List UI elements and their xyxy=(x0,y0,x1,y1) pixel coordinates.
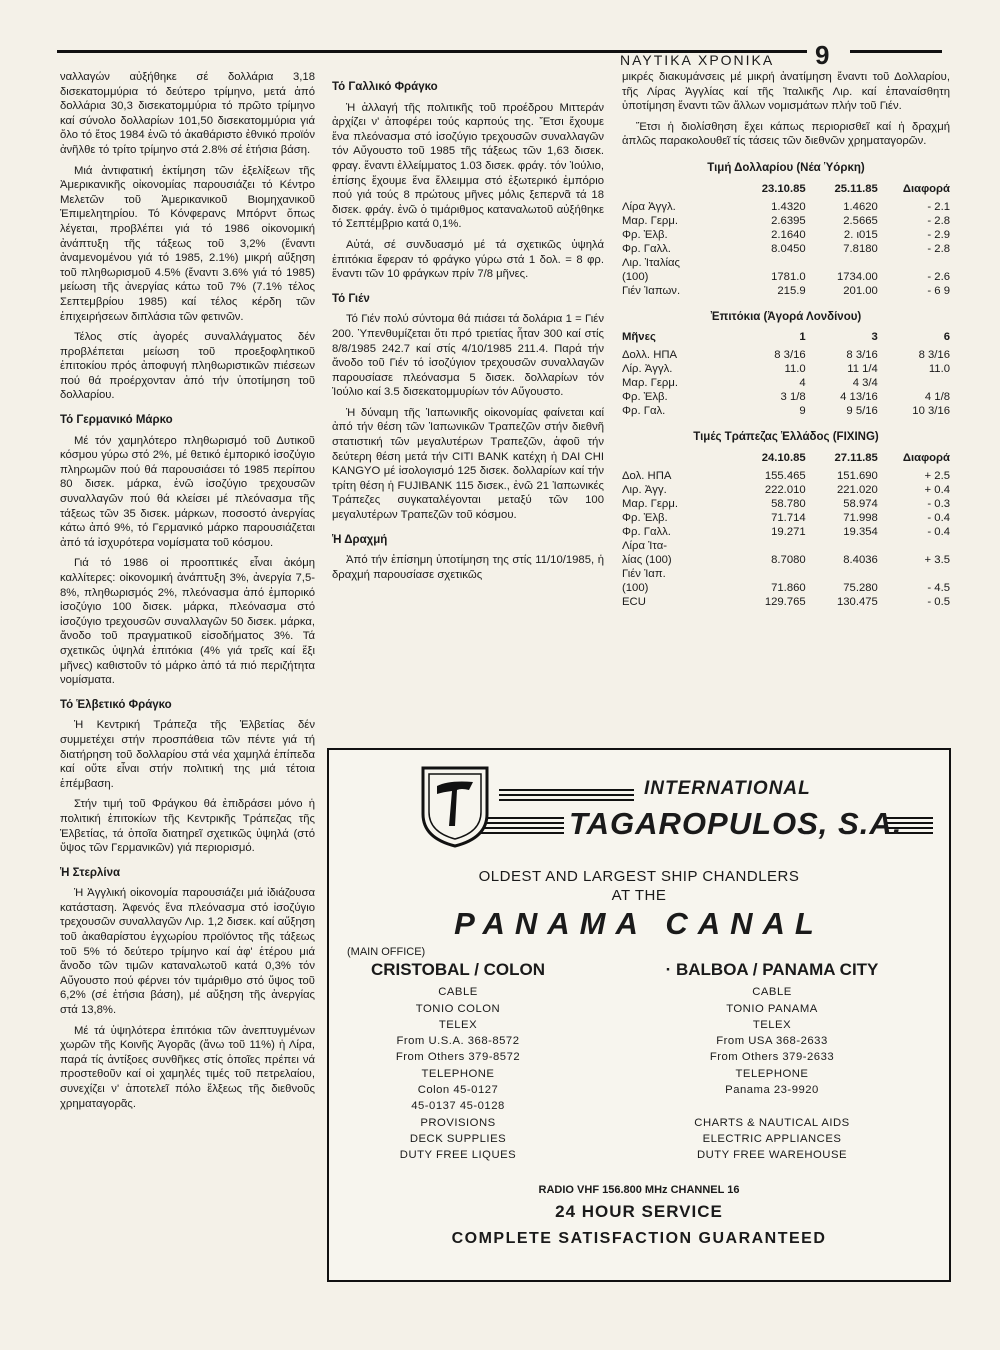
table-cell: 4 1/8 xyxy=(924,391,950,404)
table-cell: 1.4320 xyxy=(771,200,806,213)
table-cell: (100) xyxy=(622,270,649,283)
table-cell: 222.010 xyxy=(764,483,806,496)
table-cell: 19.271 xyxy=(771,525,806,538)
paragraph: Μέ τόν χαμηλότερο πληθωρισμό τοῦ Δυτικοῦ κόσμου γύρω στό 2%, μέ θετικό ἐμπορικό ἰσοζύγιο πληρωμῶν πού θά παρουσιάσει τό 1985 περίπου 80 δισεκ. μάρκα, ἐνῶ ἰσοζύγιο τρεχουσῶν συναλλαγῶν πού θά κλείσει μέ πλεόνασμα τῆς τάξεως τῶν 35 δισεκ. μάρκων, ποσοστό ἀνεργίας κάτω ἀπό 9%, τό Γερμανικό μάρκο παρουσιάζεται ἀπό τά ἰσχυρότερα νομίσματα τοῦ κόσμου. xyxy=(60,434,315,549)
office-detail-line: TELEX xyxy=(752,1018,792,1031)
table-cell: - 2.6 xyxy=(927,270,950,283)
section-heading-mark: Τό Γερμανικό Μάρκο xyxy=(60,414,173,427)
table-row xyxy=(622,581,950,595)
table-cell: ECU xyxy=(622,595,646,608)
table-cell: 1734.00 xyxy=(836,270,878,283)
office-name: CRISTOBAL / COLON xyxy=(370,960,546,979)
table-cell: 11.0 xyxy=(928,363,950,376)
fixing-table xyxy=(622,451,950,609)
table-cell: 215.9 xyxy=(777,284,806,297)
table-cell: 11.0 xyxy=(784,363,806,376)
paragraph: Γιά τό 1986 οἱ προοπτικές εἶναι ἀκόμη καλλίτερες: οἰκονομική ἀνάπτυξη 3%, ἀνεργία 7,5-8%, πληθωρισμός 2%, πλεόνασμα ἀπό ἐμπορικό ἰσοζύγιο 100 δισεκ. μάρκα, πλεόνασμα στό ἰσοζύγιο τρεχουσῶν συναλλαγῶν 50 δισεκ. μάρκα, ἄνοδο τοῦ πραγματικοῦ εἰσοδήματος 3%. Τά σχετικῶς ὑψηλά ἐπιτόκια (4% γιά τρεῖς καί ἕξι μῆνες) καθιστοῦν τό μάρκο ἀπό τά πιό περιζήτητα νομίσματα. xyxy=(60,557,315,687)
office-name: · BALBOA / PANAMA CITY xyxy=(665,960,879,979)
london-rates-table xyxy=(622,330,950,418)
paragraph: Στήν τιμή τοῦ Φράγκου θά ἐπιδράσει μόνο ἡ πολιτική ἐπιτοκίων τῆς Κεντρικῆς Τράπεζας τῆς Ἑλβετίας, τά ὁποῖα διατηρεῖ σχετικῶς ὑψηλά (στό ὕψος τῶν Γερμανικῶν) γιά περιορισμό. xyxy=(60,798,315,855)
table-cell: 11 1/4 xyxy=(847,363,878,376)
table-cell: + 0.4 xyxy=(924,483,950,496)
tagaropulos-logo-icon xyxy=(419,764,491,848)
office-cristobal xyxy=(343,962,573,1164)
section-heading-swiss-franc: Τό Ἑλβετικό Φράγκο xyxy=(60,698,172,711)
table-row xyxy=(622,348,950,362)
table-cell xyxy=(734,256,806,270)
paragraph: Μέ τά ὑψηλότερα ἐπιτόκια τῶν ἀνεπτυγμένων χωρῶν τῆς Κοινῆς Ἀγορᾶς (ἄνω τοῦ 11%) ἡ Λίρα, παρά τίς ἀντίξοες συνθῆκες στίς ὁποῖες πρέπει νά προστεθοῦν καί οἱ χαμηλές τιμές τοῦ πετρελαίου, συνεχίζει ν' ἀποτελεῖ πόλο ἕλξεως τῆς διεθνοῦς χρηματαγορᾶς. xyxy=(60,1024,315,1110)
ad-service: 24 HOUR SERVICE xyxy=(555,1202,723,1221)
office-detail-line: From U.S.A. 368-8572 xyxy=(396,1035,520,1048)
table-row xyxy=(622,228,950,242)
table-cell: (100) xyxy=(622,581,649,594)
table-cell: Λιρ. Ἀγγ. xyxy=(622,483,667,496)
ad-radio: RADIO VHF 156.800 MHz CHANNEL 16 xyxy=(538,1184,740,1196)
table-cell: 2.6395 xyxy=(771,214,806,227)
office-detail-line: TELEX xyxy=(438,1018,478,1031)
table-cell: 19.354 xyxy=(843,525,878,538)
table-cell: 8 3/16 xyxy=(846,349,878,362)
table-cell: Φρ. Γαλλ. xyxy=(622,242,671,255)
table-cell: λίας (100) xyxy=(622,553,672,566)
table-cell: 1781.0 xyxy=(771,270,806,283)
table-row xyxy=(622,567,950,581)
table-cell: 8.4036 xyxy=(843,553,878,566)
table-cell: Μαρ. Γερμ. xyxy=(622,214,678,227)
table-cell: 155.465 xyxy=(764,469,806,482)
ny-dollar-table xyxy=(622,182,950,298)
table-cell: - 0.5 xyxy=(927,595,950,608)
table-cell: Λίρα Ἰτα- xyxy=(622,539,667,552)
table-cell: Φρ. Ἑλβ. xyxy=(622,391,668,404)
office-detail-line: TONIO PANAMA xyxy=(726,1002,818,1015)
table-row xyxy=(622,242,950,256)
column-header xyxy=(622,451,734,469)
table-title-ny-dollar: Τιμή Δολλαρίου (Νέα Ὑόρκη) xyxy=(707,161,865,174)
table-cell: 2. ι015 xyxy=(843,228,878,241)
office-detail-line: CABLE xyxy=(752,986,792,999)
table-cell xyxy=(878,539,950,553)
table-row xyxy=(622,525,950,539)
column-header: 3 xyxy=(871,331,878,344)
paragraph: Μιά ἀντιφατική ἐκτίμηση τῶν ἐξελίξεων τῆς Ἀμερικανικῆς οἰκονομίας παρουσιάζει τό Κέντρο Μελετῶν τοῦ Ἀμερικανικοῦ Βιομηχανικοῦ Ἐπιμελητηρίου. Τό Κόνφερανς Μπόρντ ὅπως λέγεται, προβλέπει γιά τό 1986 οἰκονομική ἀνάπτυξη τῆς τάξεως τοῦ 3,2% (ἔναντι ἀναμενομένου γιά τό 1985, 2.1%) μικρή αὔξηση τοῦ πληθωρισμοῦ 4.5% (ἔναντι 3.6% γιά τό 1985) μείωση τῆς ἀνεργίας κάτω τοῦ 7% (7.1% τέλος Σεπτεμβρίου 1985) καί τέλος κέρδη τῶν ἐπιχειρήσεων διπλάσια τῶν φετινῶν. xyxy=(60,164,315,323)
table-row xyxy=(622,200,950,214)
section-heading-drachma: Ἡ Δραχμή xyxy=(332,533,388,546)
table-cell: 130.475 xyxy=(836,595,878,608)
table-cell: 4 xyxy=(799,377,806,390)
column-3 xyxy=(622,70,950,609)
table-cell: + 2.5 xyxy=(924,469,950,482)
office-detail-line: ELECTRIC APPLIANCES xyxy=(702,1132,842,1145)
table-cell: 71.714 xyxy=(771,511,806,524)
page-number: 9 xyxy=(815,40,830,70)
table-cell: 58.780 xyxy=(771,497,806,510)
column-header: 1 xyxy=(799,331,806,344)
table-row xyxy=(622,553,950,567)
column-2 xyxy=(332,70,604,588)
table-cell: 75.280 xyxy=(843,581,878,594)
table-row xyxy=(622,539,950,553)
table-cell: 9 xyxy=(799,405,806,418)
table-cell: 151.690 xyxy=(836,469,878,482)
table-cell: 4 13/16 xyxy=(840,391,878,404)
office-detail-line: From Others 379-2633 xyxy=(709,1051,835,1064)
office-detail-line: Colon 45-0127 xyxy=(417,1084,499,1097)
table-cell: Γιέν Ἰαπων. xyxy=(622,284,681,297)
table-cell: 8.7080 xyxy=(771,553,806,566)
table-cell: Φρ. Γαλλ. xyxy=(622,525,671,538)
office-balboa xyxy=(607,962,937,1164)
paragraph: μικρές διακυμάνσεις μέ μικρή ἀνατίμηση ἔναντι τοῦ Δολλαρίου, τῆς Λίρας Ἀγγλίας καί τῆς Ἰταλικῆς Λιρ. καί ἐπαναίσθητη ὑποτίμηση ἔναντι τῶν ἄλλων νομισμάτων πλήν τοῦ Γιέν. xyxy=(622,71,950,113)
table-cell: + 3.5 xyxy=(924,553,950,566)
office-detail-line: From USA 368-2633 xyxy=(716,1035,828,1048)
table-cell: 129.765 xyxy=(764,595,806,608)
table-cell: 71.998 xyxy=(843,511,878,524)
table-cell: Φρ. Ἑλβ. xyxy=(622,228,668,241)
table-cell: 8 3/16 xyxy=(774,349,806,362)
ad-panama-canal: PANAMA CANAL xyxy=(454,906,824,941)
table-cell xyxy=(734,539,806,553)
table-cell: 71.860 xyxy=(771,581,806,594)
paragraph: Ἡ δύναμη τῆς Ἰαπωνικῆς οἰκονομίας φαίνεται καί ἀπό τήν θέση τῶν Ἰαπωνικῶν Τραπεζῶν στήν διεθνῆ στατιστική τῶν μεγαλυτέρων Τραπεζῶν, ἀφοῦ τήν δεύτερη θέση μετά τήν CITI BANK κατέχη ἡ DAI CHI KANGYO μέ ἰσολογισμό 125 δισεκ. δολλαρίων καί τήν τρίτη θέση ἡ FUJIBANK 115 δισεκ., ἐνῶ 21 Ἰαπωνικές Τράπεζες συγκαταλέγονται μεταξύ τῶν 100 μεγαλυτέρων Τραπεζῶν τοῦ κόσμου. xyxy=(332,406,604,522)
office-detail-line: PROVISIONS xyxy=(420,1116,496,1129)
office-detail-line: Panama 23-9920 xyxy=(725,1084,819,1097)
paragraph: Ἔτσι ἡ διολίσθηση ἔχει κάπως περιορισθεῖ καί ἡ δραχμή ἁπλῶς παρακολουθεῖ τίς τάσεις τῶν διεθνῶν χρηματαγορῶν. xyxy=(622,120,950,148)
office-detail-line: 45-0137 45-0128 xyxy=(411,1100,505,1113)
office-detail-line: From Others 379-8572 xyxy=(395,1051,521,1064)
column-header: Μῆνες xyxy=(622,331,656,344)
table-row xyxy=(622,390,950,404)
table-row xyxy=(622,469,950,483)
table-row xyxy=(622,404,950,418)
office-detail-line xyxy=(607,1098,937,1114)
office-detail-line: DUTY FREE WAREHOUSE xyxy=(696,1149,848,1162)
table-cell: 8.0450 xyxy=(771,242,806,255)
header-rule-right xyxy=(850,50,942,53)
table-row xyxy=(622,497,950,511)
column-header: 25.11.85 xyxy=(834,182,878,195)
paragraph: Αὐτά, σέ συνδυασμό μέ τά σχετικῶς ὑψηλά ἐπιτόκια ἔφεραν τό φράγκο γύρω στά 1 δολ. = 8 φρ. ἔναντι τῶν 10 φράγκων πρίν 7/8 μῆνες. xyxy=(332,238,604,281)
office-detail-line: DECK SUPPLIES xyxy=(409,1132,507,1145)
table-cell: 1.4620 xyxy=(843,200,878,213)
table-cell xyxy=(806,539,878,553)
table-cell: 2.1640 xyxy=(771,228,806,241)
column-header: Διαφορά xyxy=(902,182,950,195)
table-cell: - 2.8 xyxy=(927,242,950,255)
table-cell: - 2.1 xyxy=(927,200,950,213)
ad-company-name: TAGAROPULOS, S.A. xyxy=(569,806,903,841)
ad-guarantee: COMPLETE SATISFACTION GUARANTEED xyxy=(451,1230,827,1247)
paragraph: Τέλος στίς ἀγορές συναλλάγματος δέν προβλέπεται μείωση τοῦ προεξοφλητικοῦ ἐπιτοκίου πρός ἀποφυγή πληθωριστικῶν πιέσεων πού θά προέρχονταν ἀπό τήν ὑποτίμηση τοῦ δολλαρίου. xyxy=(60,331,315,402)
ad-tagline-2: AT THE xyxy=(611,887,667,904)
table-title-fixing: Τιμές Τράπεζας Ἑλλάδος (FIXING) xyxy=(693,431,879,444)
table-title-london-rates: Ἐπιτόκια (Ἀγορά Λονδίνου) xyxy=(710,310,862,323)
table-row xyxy=(622,511,950,525)
column-header: 6 xyxy=(943,331,950,344)
table-cell: Μαρ. Γερμ. xyxy=(622,377,678,390)
table-row xyxy=(622,362,950,376)
section-heading-yen: Τό Γιέν xyxy=(332,292,370,305)
table-cell: Λίρα Ἀγγλ. xyxy=(622,200,676,213)
table-cell: Δολ. ΗΠΑ xyxy=(622,469,672,482)
office-detail-line: TELEPHONE xyxy=(421,1067,495,1080)
table-cell: 7.8180 xyxy=(843,242,878,255)
table-row xyxy=(622,376,950,390)
table-cell xyxy=(878,567,950,581)
column-header: 24.10.85 xyxy=(761,451,806,464)
table-cell: 10 3/16 xyxy=(912,405,950,418)
office-detail-line: CABLE xyxy=(438,986,478,999)
table-cell xyxy=(878,376,950,390)
table-row xyxy=(622,595,950,609)
table-cell: Λιρ. Ἰταλίας xyxy=(622,256,680,269)
table-row xyxy=(622,284,950,298)
paragraph: Ἀπό τήν ἐπίσημη ὑποτίμηση της στίς 11/10/1985, ἡ δραχμή παρουσίασε σχετικῶς xyxy=(332,554,604,581)
column-header xyxy=(622,182,734,200)
table-cell: 4 3/4 xyxy=(852,377,878,390)
table-cell: - 4.5 xyxy=(927,581,950,594)
table-cell: 2.5665 xyxy=(843,214,878,227)
column-header: 27.11.85 xyxy=(834,451,878,464)
section-heading-french-franc: Τό Γαλλικό Φράγκο xyxy=(332,81,438,93)
paragraph: Ἡ ἀλλαγή τῆς πολιτικῆς τοῦ προέδρου Μιττεράν ἀρχίζει ν' ἀποφέρει τούς καρπούς της. Ἔτσι ἔχουμε ἕνα πλεόνασμα στό ἰσοζύγιο τρεχουσῶν συναλλαγῶν τόν Αὔγουστο τοῦ 1985 τῆς τάξεως τῶν 1,63 δισεκ. φραγ. ἔναντι ἐλλείμματος 1.03 δισεκ. φράγ. τόν Ἰούλιο, ἐπίσης ἔχουμε ἕνα ἔλλειμμα στό ἐξωτερικό ἐμπόριο πού γιά τούς 8 πρώτους μῆνες μόλις ξεπερνᾶ τά 18 δισεκ. φράγ. ἐνῶ ὁ τιμάριθμος καταναλωτοῦ αὐξήθηκε τό Σεπτέμβριο κατά 0,1%. xyxy=(332,101,604,231)
table-row xyxy=(622,256,950,270)
running-header: ΝΑΥΤΙΚΑ ΧΡΟΝΙΚΑ xyxy=(620,52,775,68)
table-cell: 3 1/8 xyxy=(780,391,806,404)
table-cell: Φρ. Ἑλβ. xyxy=(622,511,668,524)
table-cell: - 0.4 xyxy=(927,511,950,524)
column-header: Διαφορά xyxy=(902,451,950,464)
office-detail-line: TONIO COLON xyxy=(415,1002,501,1015)
table-cell: 58.974 xyxy=(843,497,878,510)
table-cell: 8 3/16 xyxy=(918,349,950,362)
table-cell: Φρ. Γαλ. xyxy=(622,405,666,418)
table-cell: 9 5/16 xyxy=(846,405,878,418)
paragraph: Τό Γιέν πολύ σύντομα θά πιάσει τά δολάρια 1 = Γιέν 200. Ὑπενθυμίζεται ὅτι πρό τριετίας ἦταν 300 καί στίς 8/8/1985 242.7 καί στίς 4/10/1985 211.4. Παρά τήν ἄνοδο τοῦ Γιέν τό ἰσοζύγιον τρεχουσῶν συναλλαγῶν παρουσίασε πλεόνασμα 5 δισεκ. δολλαρίων τόν Ἰούλιο καί 3.5 δισεκατομμυρίων τόν Αὔγουστο. xyxy=(332,313,604,399)
table-cell xyxy=(878,256,950,270)
column-header: 23.10.85 xyxy=(761,182,806,195)
table-cell xyxy=(734,567,806,581)
table-cell: - 0.3 xyxy=(927,497,950,510)
ad-main-office-label: (MAIN OFFICE) xyxy=(347,946,426,958)
table-row xyxy=(622,483,950,497)
table-cell: - 0.4 xyxy=(927,525,950,538)
table-cell: 221.020 xyxy=(836,483,878,496)
paragraph: ναλλαγών αὐξήθηκε σέ δολλάρια 3,18 δισεκατομμύρια τό δεύτερο τρίμηνο, μετά ἀπό δολλάρια 30,3 δισεκατομμύρια τό πρῶτο τρίμηνο καί σύνολο δολλαρίων 101,50 δισεκατομμύρια γιά ὅλο τό ἔτος 1984 ἐνῶ τό ἀκαθάριστο ἐθνικό προϊόν ἀνῆλθε τό τρίτο τρίμηνο στά 2.8% σέ ἐτήσια βάση. xyxy=(60,71,315,156)
table-cell: - 2.9 xyxy=(927,228,950,241)
table-row xyxy=(622,270,950,284)
table-cell: Δολλ. ΗΠΑ xyxy=(622,349,678,362)
table-cell xyxy=(806,567,878,581)
ad-tagline: OLDEST AND LARGEST SHIP CHANDLERS xyxy=(478,868,800,885)
table-cell: 201.00 xyxy=(843,284,878,297)
table-cell: - 6 9 xyxy=(927,284,950,297)
table-cell: Γιέν Ἰαπ. xyxy=(622,567,666,580)
table-cell xyxy=(806,256,878,270)
ad-international: INTERNATIONAL xyxy=(644,778,811,799)
office-detail-line: DUTY FREE LIQUES xyxy=(399,1149,517,1162)
tagaropulos-advertisement xyxy=(327,748,951,1282)
paragraph: Ἡ Κεντρική Τράπεζα τῆς Ἑλβετίας δέν συμμετέχει στήν προσπάθεια τῶν πέντε γιά τή διατήρηση τοῦ δολλαρίου στά νέα χαμηλά ἐπίπεδα καί οὔτε εἶναι στήν πολιτική της μιά τέτοια ἐπέμβαση. xyxy=(60,719,315,790)
office-detail-line: CHARTS & NAUTICAL AIDS xyxy=(694,1116,850,1129)
table-row xyxy=(622,214,950,228)
office-detail-line: TELEPHONE xyxy=(735,1067,809,1080)
column-1 xyxy=(60,70,315,1117)
paragraph: Ἡ Ἀγγλική οἰκονομία παρουσιάζει μιά ἰδιάζουσα κατάσταση. Ἀφενός ἕνα πλεόνασμα στό ἰσοζύγιο τρεχουσῶν συναλλαγῶν Λιρ. 1,2 δισεκ. καί αὔξηση τοῦ ἀκαθαρίστου ἐγχωρίου προϊόντος τῆς τάξεως τοῦ 5% τό δεύτερο τρίμηνο καί ἀφ' ἑτέρου μιά ἄνοδο τῶν τιμῶν καταναλωτοῦ κατά 0,3% τόν Αὔγουστο πού φέρνει τόν τιμάριθμο στό ὕψος τοῦ 6,2% (σέ ἐτήσια βάση), μέ αὔξηση τῆς ἀνεργίας στά 13,8%. xyxy=(60,887,315,1017)
section-heading-sterling: Ἡ Στερλίνα xyxy=(60,866,121,879)
table-cell: - 2.8 xyxy=(927,214,950,227)
table-cell: Μαρ. Γερμ. xyxy=(622,497,678,510)
table-cell: Λίρ. Ἀγγλ. xyxy=(622,363,673,376)
